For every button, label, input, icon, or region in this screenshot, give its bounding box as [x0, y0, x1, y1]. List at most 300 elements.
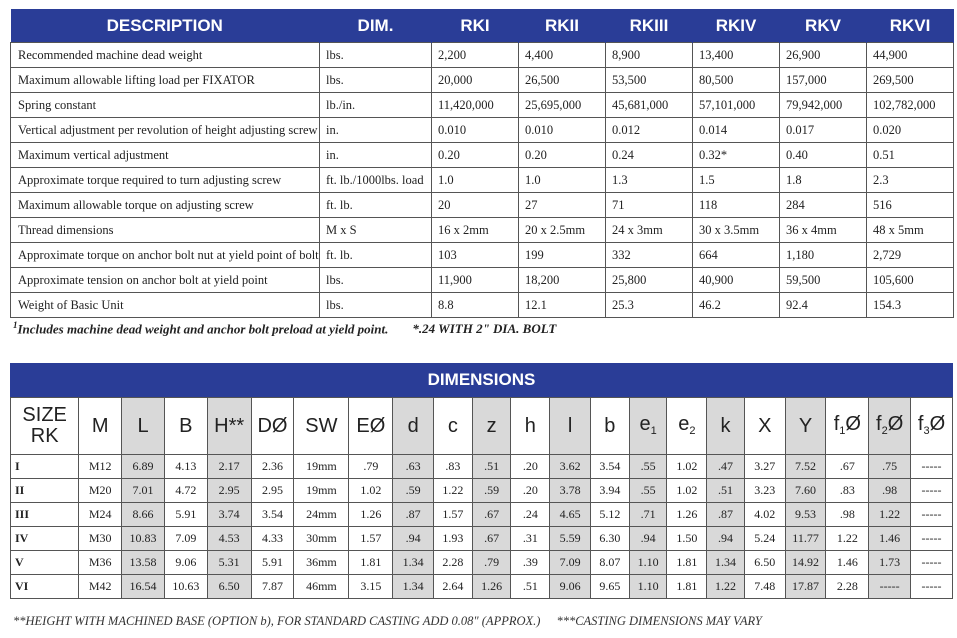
dimension-value-cell: 1.22	[434, 479, 473, 503]
dimension-value-cell: 1.50	[667, 527, 707, 551]
dimension-value-cell: 1.10	[629, 575, 667, 599]
spec-value-cell: 118	[693, 193, 780, 218]
dimension-value-cell: 7.60	[785, 479, 826, 503]
dimension-value-cell: 3.78	[550, 479, 591, 503]
dimension-header-symbol: SW	[305, 414, 338, 437]
dimension-value-cell: 16.54	[122, 575, 165, 599]
dimension-value-cell: 4.13	[164, 455, 207, 479]
dimension-header-cell	[550, 398, 591, 455]
spec-value-cell: 16 x 2mm	[432, 218, 519, 243]
spec-unit-cell: in.	[320, 118, 432, 143]
dimension-value-cell: .87	[393, 503, 434, 527]
header-dim: DIM.	[320, 9, 432, 43]
dimension-value-cell: 5.12	[590, 503, 629, 527]
dimension-value-cell: 1.22	[707, 575, 745, 599]
spec-description-cell: Approximate torque required to turn adjusting screw	[11, 168, 320, 193]
spec-value-cell: 59,500	[780, 268, 867, 293]
dimension-header-cell	[707, 398, 745, 455]
size-label-cell: I	[11, 455, 79, 479]
spec-value-cell: 0.40	[780, 143, 867, 168]
dimension-value-cell: .71	[629, 503, 667, 527]
dimension-value-cell: 9.06	[550, 575, 591, 599]
footnote-height-text: **HEIGHT WITH MACHINED BASE (OPTION b), FOR STANDARD CASTING ADD 0.08" (APPROX.)	[13, 614, 541, 628]
dimension-header-symbol: h	[524, 414, 536, 437]
dimension-value-cell: 46mm	[294, 575, 349, 599]
dimension-value-cell: 2.64	[434, 575, 473, 599]
dimension-value-cell: 9.06	[164, 551, 207, 575]
dimension-value-cell: -----	[911, 575, 953, 599]
dimension-value-cell: .59	[393, 479, 434, 503]
dimension-value-cell: .67	[472, 503, 511, 527]
dimension-header-cell	[251, 398, 294, 455]
dimension-value-cell: 1.81	[667, 575, 707, 599]
dimension-value-cell: 1.46	[826, 551, 869, 575]
dimension-header-cell	[667, 398, 707, 455]
dimension-value-cell: .94	[393, 527, 434, 551]
dimension-row	[11, 575, 953, 599]
size-label-cell: III	[11, 503, 79, 527]
dimension-value-cell: .39	[511, 551, 550, 575]
dimension-value-cell: 1.26	[349, 503, 393, 527]
spec-value-cell: 157,000	[780, 68, 867, 93]
specifications-table	[10, 9, 954, 318]
footnote-casting-text: ***CASTING DIMENSIONS MAY VARY	[556, 614, 762, 628]
spec-value-cell: 154.3	[867, 293, 954, 318]
dimension-row	[11, 527, 953, 551]
dimension-value-cell: 10.63	[164, 575, 207, 599]
spec-value-cell: 1.0	[432, 168, 519, 193]
footnote-preload	[13, 320, 556, 337]
dimension-value-cell: 8.66	[122, 503, 165, 527]
spec-value-cell: 44,900	[867, 43, 954, 68]
spec-value-cell: 25,695,000	[519, 93, 606, 118]
spec-value-cell: 1.8	[780, 168, 867, 193]
dimension-value-cell: 6.89	[122, 455, 165, 479]
footnote-text-a: Includes machine dead weight and anchor bolt preload at yield point.	[17, 321, 389, 337]
dimension-value-cell: .75	[869, 455, 911, 479]
dimension-value-cell: 4.65	[550, 503, 591, 527]
spec-value-cell: 8,900	[606, 43, 693, 68]
dimension-value-cell: 3.15	[349, 575, 393, 599]
spec-value-cell: 102,782,000	[867, 93, 954, 118]
header-rki: RKI	[432, 9, 519, 43]
header-rkiv: RKIV	[693, 9, 780, 43]
spec-value-cell: 80,500	[693, 68, 780, 93]
spec-unit-cell: lbs.	[320, 268, 432, 293]
spec-value-cell: 4,400	[519, 43, 606, 68]
dimensions-table	[10, 397, 953, 599]
dimension-value-cell: 19mm	[294, 455, 349, 479]
dimension-value-cell: 10.83	[122, 527, 165, 551]
spec-value-cell: 11,900	[432, 268, 519, 293]
spec-row	[11, 243, 954, 268]
dimension-value-cell: -----	[911, 551, 953, 575]
header-description: DESCRIPTION	[11, 9, 320, 43]
spec-value-cell: 2.3	[867, 168, 954, 193]
dimension-value-cell: 1.57	[434, 503, 473, 527]
spec-unit-cell: lb./in.	[320, 93, 432, 118]
spec-value-cell: 40,900	[693, 268, 780, 293]
dimension-header-line: RK	[30, 425, 59, 447]
dimension-value-cell: 4.53	[207, 527, 251, 551]
dimension-value-cell: .98	[826, 503, 869, 527]
dimension-value-cell: .55	[629, 479, 667, 503]
dimension-value-cell: 5.24	[744, 527, 785, 551]
spec-row	[11, 143, 954, 168]
dimension-value-cell: 1.93	[434, 527, 473, 551]
size-label-cell: V	[11, 551, 79, 575]
spec-row	[11, 118, 954, 143]
spec-value-cell: 105,600	[867, 268, 954, 293]
dimensions-title: DIMENSIONS	[10, 363, 953, 397]
dimension-value-cell: 1.81	[667, 551, 707, 575]
dimension-header-cell	[11, 398, 79, 455]
spec-value-cell: 269,500	[867, 68, 954, 93]
dimension-value-cell: 1.34	[393, 575, 434, 599]
spec-unit-cell: lbs.	[320, 68, 432, 93]
dimension-value-cell: .67	[826, 455, 869, 479]
dimension-value-cell: 1.57	[349, 527, 393, 551]
spec-value-cell: 664	[693, 243, 780, 268]
dimension-value-cell: 7.09	[550, 551, 591, 575]
spec-unit-cell: lbs.	[320, 43, 432, 68]
dimension-value-cell: .51	[511, 575, 550, 599]
dimension-value-cell: 3.27	[744, 455, 785, 479]
spec-unit-cell: ft. lb.	[320, 193, 432, 218]
dimension-value-cell: 3.62	[550, 455, 591, 479]
dimension-value-cell: 17.87	[785, 575, 826, 599]
dimension-header-symbol: B	[179, 414, 193, 437]
spec-value-cell: 0.24	[606, 143, 693, 168]
dimensions-header-row	[11, 398, 953, 455]
dimension-value-cell: -----	[911, 455, 953, 479]
spec-value-cell: 71	[606, 193, 693, 218]
dimension-header-cell	[164, 398, 207, 455]
dimension-value-cell: .20	[511, 479, 550, 503]
spec-value-cell: 27	[519, 193, 606, 218]
dimension-value-cell: M24	[79, 503, 122, 527]
dimension-value-cell: .83	[434, 455, 473, 479]
spec-value-cell: 2,200	[432, 43, 519, 68]
dimension-header-symbol: f	[876, 413, 882, 436]
footnote-text-b: *.24 WITH 2" DIA. BOLT	[412, 321, 557, 337]
dimension-value-cell: .94	[707, 527, 745, 551]
spec-row	[11, 268, 954, 293]
spec-row	[11, 168, 954, 193]
spec-value-cell: 20,000	[432, 68, 519, 93]
dimension-header-symbol: c	[447, 414, 458, 437]
spec-value-cell: 53,500	[606, 68, 693, 93]
dimension-header-symbol: M	[91, 414, 109, 437]
dimension-header-symbol: e	[678, 413, 690, 436]
size-label-cell: IV	[11, 527, 79, 551]
dimension-value-cell: 9.65	[590, 575, 629, 599]
footnote-marker: 1	[13, 320, 18, 330]
spec-row	[11, 43, 954, 68]
spec-value-cell: 0.51	[867, 143, 954, 168]
dimension-value-cell: .20	[511, 455, 550, 479]
dimension-header-diameter: Ø	[887, 413, 904, 436]
spec-unit-cell: in.	[320, 143, 432, 168]
dimension-value-cell: .59	[472, 479, 511, 503]
dimension-header-cell	[744, 398, 785, 455]
dimension-header-cell	[629, 398, 667, 455]
spec-value-cell: 0.20	[519, 143, 606, 168]
spec-value-cell: 92.4	[780, 293, 867, 318]
spec-value-cell: 45,681,000	[606, 93, 693, 118]
dimension-value-cell: 2.17	[207, 455, 251, 479]
spec-value-cell: 79,942,000	[780, 93, 867, 118]
dimension-header-diameter: Ø	[929, 413, 946, 436]
spec-value-cell: 2,729	[867, 243, 954, 268]
dimension-value-cell: 1.02	[667, 479, 707, 503]
dimension-value-cell: M20	[79, 479, 122, 503]
spec-description-cell: Thread dimensions	[11, 218, 320, 243]
dimension-value-cell: 1.02	[349, 479, 393, 503]
dimension-value-cell: .79	[472, 551, 511, 575]
spec-value-cell: 26,500	[519, 68, 606, 93]
spec-description-cell: Maximum vertical adjustment	[11, 143, 320, 168]
spec-value-cell: 24 x 3mm	[606, 218, 693, 243]
dimension-value-cell: .63	[393, 455, 434, 479]
dimension-header-cell	[434, 398, 473, 455]
spec-value-cell: 1.3	[606, 168, 693, 193]
dimension-value-cell: M30	[79, 527, 122, 551]
spec-header-row	[11, 9, 954, 43]
dimension-header-symbol: b	[604, 414, 616, 437]
spec-value-cell: 0.012	[606, 118, 693, 143]
footnote-height	[13, 614, 762, 629]
dimension-header-cell	[207, 398, 251, 455]
dimension-value-cell: 4.72	[164, 479, 207, 503]
spec-row	[11, 68, 954, 93]
header-rkii: RKII	[519, 9, 606, 43]
spec-description-cell: Maximum allowable lifting load per FIXATOR	[11, 68, 320, 93]
dimension-header-cell	[911, 398, 953, 455]
dimension-value-cell: 30mm	[294, 527, 349, 551]
spec-value-cell: 199	[519, 243, 606, 268]
dimension-value-cell: 1.26	[472, 575, 511, 599]
dimension-value-cell: 2.95	[207, 479, 251, 503]
spec-description-cell: Approximate torque on anchor bolt nut at yield point of bolt	[11, 243, 320, 268]
spec-value-cell: 36 x 4mm	[780, 218, 867, 243]
dimension-value-cell: 2.95	[251, 479, 294, 503]
spec-description-cell: Recommended machine dead weight	[11, 43, 320, 68]
dimension-value-cell: .47	[707, 455, 745, 479]
dimension-header-cell	[590, 398, 629, 455]
dimension-header-line: SIZE	[22, 404, 67, 426]
dimension-header-symbol: d	[407, 414, 419, 437]
header-rkv: RKV	[780, 9, 867, 43]
dimension-header-symbol: f	[917, 413, 924, 436]
dimension-value-cell: 3.54	[590, 455, 629, 479]
spec-value-cell: 25.3	[606, 293, 693, 318]
dimension-value-cell: 2.28	[826, 575, 869, 599]
spec-value-cell: 284	[780, 193, 867, 218]
dimension-value-cell: 24mm	[294, 503, 349, 527]
dimension-value-cell: 13.58	[122, 551, 165, 575]
dimension-value-cell: 7.09	[164, 527, 207, 551]
spec-row	[11, 193, 954, 218]
spec-unit-cell: ft. lb./1000lbs. load	[320, 168, 432, 193]
spec-value-cell: 0.010	[519, 118, 606, 143]
dimension-value-cell: 2.36	[251, 455, 294, 479]
dimension-value-cell: 5.31	[207, 551, 251, 575]
dimension-value-cell: 4.33	[251, 527, 294, 551]
dimension-header-symbol: H**	[214, 414, 245, 437]
spec-row	[11, 218, 954, 243]
spec-value-cell: 0.20	[432, 143, 519, 168]
dimension-value-cell: M42	[79, 575, 122, 599]
dimension-header-cell	[869, 398, 911, 455]
dimension-value-cell: .51	[707, 479, 745, 503]
dimension-header-symbol: l	[567, 414, 573, 437]
spec-value-cell: 26,900	[780, 43, 867, 68]
dimension-value-cell: 36mm	[294, 551, 349, 575]
spec-value-cell: 0.020	[867, 118, 954, 143]
spec-description-cell: Spring constant	[11, 93, 320, 118]
dimension-header-cell	[349, 398, 393, 455]
dimension-value-cell: .51	[472, 455, 511, 479]
dimension-value-cell: .67	[472, 527, 511, 551]
dimension-header-subscript: 2	[689, 425, 696, 438]
dimension-value-cell: 5.59	[550, 527, 591, 551]
dimension-value-cell: 14.92	[785, 551, 826, 575]
spec-value-cell: 1.0	[519, 168, 606, 193]
dimension-value-cell: 1.26	[667, 503, 707, 527]
dimension-header-symbol: k	[720, 414, 731, 437]
dimension-value-cell: 1.22	[826, 527, 869, 551]
dimension-row	[11, 551, 953, 575]
dimension-value-cell: .24	[511, 503, 550, 527]
spec-value-cell: 8.8	[432, 293, 519, 318]
spec-value-cell: 18,200	[519, 268, 606, 293]
dimension-value-cell: 5.91	[251, 551, 294, 575]
dimension-value-cell: 6.50	[744, 551, 785, 575]
dimension-row	[11, 479, 953, 503]
dimension-header-cell	[122, 398, 165, 455]
spec-value-cell: 12.1	[519, 293, 606, 318]
dimension-value-cell: .98	[869, 479, 911, 503]
dimension-value-cell: -----	[869, 575, 911, 599]
dimension-value-cell: -----	[911, 503, 953, 527]
dimension-value-cell: 9.53	[785, 503, 826, 527]
dimension-header-symbol: e	[639, 413, 651, 436]
dimension-value-cell: 2.28	[434, 551, 473, 575]
dimension-value-cell: 6.50	[207, 575, 251, 599]
dimension-header-symbol: Y	[798, 414, 813, 437]
spec-value-cell: 48 x 5mm	[867, 218, 954, 243]
spec-row	[11, 293, 954, 318]
dimension-row	[11, 503, 953, 527]
spec-description-cell: Vertical adjustment per revolution of height adjusting screw	[11, 118, 320, 143]
dimension-value-cell: .94	[629, 527, 667, 551]
dimension-value-cell: 3.74	[207, 503, 251, 527]
spec-value-cell: 30 x 3.5mm	[693, 218, 780, 243]
dimension-header-subscript: 1	[650, 425, 657, 438]
spec-value-cell: 25,800	[606, 268, 693, 293]
dimension-value-cell: 1.73	[869, 551, 911, 575]
dimension-value-cell: .79	[349, 455, 393, 479]
dimension-value-cell: 3.94	[590, 479, 629, 503]
dimension-value-cell: M36	[79, 551, 122, 575]
dimension-value-cell: 1.10	[629, 551, 667, 575]
dimension-header-subscript: 3	[923, 425, 930, 438]
dimension-header-diameter: Ø	[845, 413, 861, 436]
dimension-value-cell: .87	[707, 503, 745, 527]
dimension-value-cell: 7.87	[251, 575, 294, 599]
dimension-value-cell: 1.46	[869, 527, 911, 551]
dimension-value-cell: 19mm	[294, 479, 349, 503]
dimension-header-symbol: z	[486, 414, 497, 437]
dimension-header-subscript: 1	[839, 425, 846, 438]
dimension-header-cell	[79, 398, 122, 455]
dimension-value-cell: 4.02	[744, 503, 785, 527]
dimension-value-cell: 3.23	[744, 479, 785, 503]
spec-description-cell: Weight of Basic Unit	[11, 293, 320, 318]
header-rkvi: RKVI	[867, 9, 954, 43]
spec-description-cell: Maximum allowable torque on adjusting screw	[11, 193, 320, 218]
dimension-value-cell: 7.48	[744, 575, 785, 599]
spec-value-cell: 0.014	[693, 118, 780, 143]
dimension-header-cell	[393, 398, 434, 455]
dimension-value-cell: 3.54	[251, 503, 294, 527]
spec-value-cell: 332	[606, 243, 693, 268]
dimension-header-symbol: DØ	[257, 414, 288, 437]
dimension-value-cell: 1.34	[393, 551, 434, 575]
dimension-value-cell: 1.22	[869, 503, 911, 527]
dimension-header-symbol: f	[833, 413, 840, 436]
dimension-value-cell: 6.30	[590, 527, 629, 551]
dimension-value-cell: -----	[911, 479, 953, 503]
spec-value-cell: 0.32*	[693, 143, 780, 168]
dimension-value-cell: 1.81	[349, 551, 393, 575]
dimension-header-subscript: 2	[881, 425, 888, 438]
header-rkiii: RKIII	[606, 9, 693, 43]
spec-value-cell: 57,101,000	[693, 93, 780, 118]
dimension-row	[11, 455, 953, 479]
dimension-value-cell: 5.91	[164, 503, 207, 527]
dimension-header-cell	[511, 398, 550, 455]
spec-row	[11, 93, 954, 118]
dimension-header-cell	[826, 398, 869, 455]
size-label-cell: II	[11, 479, 79, 503]
spec-value-cell: 103	[432, 243, 519, 268]
dimension-header-cell	[472, 398, 511, 455]
spec-value-cell: 1,180	[780, 243, 867, 268]
spec-description-cell: Approximate tension on anchor bolt at yield point	[11, 268, 320, 293]
dimension-header-symbol: X	[758, 414, 772, 437]
spec-value-cell: 516	[867, 193, 954, 218]
spec-value-cell: 0.017	[780, 118, 867, 143]
spec-unit-cell: lbs.	[320, 293, 432, 318]
spec-unit-cell: ft. lb.	[320, 243, 432, 268]
dimension-value-cell: 7.52	[785, 455, 826, 479]
dimension-header-cell	[294, 398, 349, 455]
spec-value-cell: 20	[432, 193, 519, 218]
dimension-header-symbol: L	[137, 414, 149, 437]
dimension-value-cell: -----	[911, 527, 953, 551]
spec-value-cell: 13,400	[693, 43, 780, 68]
dimension-value-cell: 1.34	[707, 551, 745, 575]
spec-value-cell: 20 x 2.5mm	[519, 218, 606, 243]
dimension-value-cell: M12	[79, 455, 122, 479]
dimension-value-cell: 1.02	[667, 455, 707, 479]
spec-value-cell: 46.2	[693, 293, 780, 318]
spec-value-cell: 0.010	[432, 118, 519, 143]
dimension-value-cell: .83	[826, 479, 869, 503]
dimension-value-cell: 8.07	[590, 551, 629, 575]
